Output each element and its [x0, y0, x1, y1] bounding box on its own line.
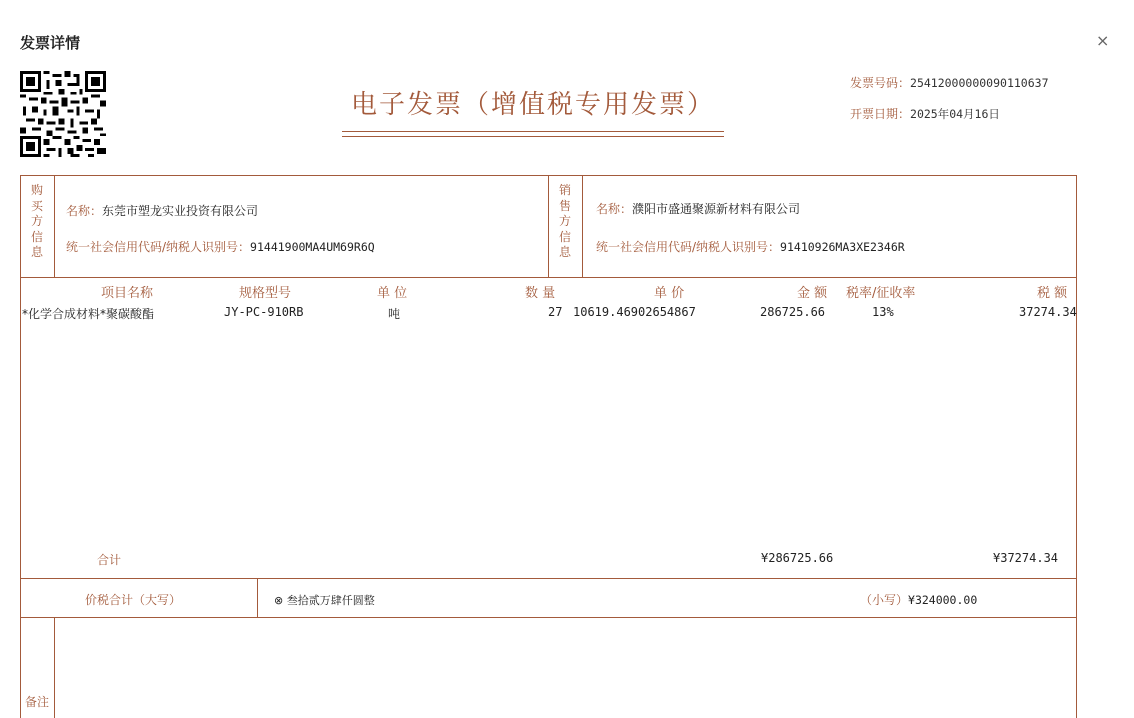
header-price: 单 价 — [654, 286, 685, 301]
grand-total-divider — [257, 578, 258, 617]
header-spec: 规格型号 — [239, 286, 292, 301]
buyer-name-label: 名称： — [66, 204, 103, 218]
grand-total-bottom-divider — [20, 617, 1077, 618]
grand-total-small-value: ¥324000.00 — [908, 593, 978, 607]
grand-total-small-row — [860, 591, 977, 608]
remarks-label-divider — [54, 617, 55, 718]
item-amount: 286725.66 — [760, 305, 826, 319]
item-unit: 吨 — [388, 307, 401, 321]
item-rate: 13% — [872, 305, 894, 319]
header-amount: 金 额 — [797, 286, 828, 301]
totals-tax: ¥37274.34 — [993, 551, 1059, 565]
invoice-number: 25412000000090110637 — [910, 76, 1049, 90]
header-unit: 单 位 — [377, 286, 408, 301]
totals-label: 合计 — [97, 553, 122, 567]
item-name: *化学合成材料*聚碳酸酯 — [22, 307, 155, 321]
grand-total-words: ⊗ 叁拾贰万肆仟圆整 — [274, 594, 375, 607]
header-item-name: 项目名称 — [101, 286, 154, 301]
buyer-name: 东莞市塑龙实业投资有限公司 — [102, 204, 259, 218]
qr-code-icon — [20, 70, 106, 158]
grand-total-small-label: （小写） — [860, 593, 909, 607]
seller-label-divider — [582, 175, 583, 277]
seller-name: 濮阳市盛通聚源新材料有限公司 — [632, 202, 801, 216]
header-qty: 数 量 — [525, 286, 556, 301]
invoice-date: 2025年04月16日 — [910, 107, 1000, 121]
invoice-number-label: 发票号码： — [850, 76, 911, 90]
grand-total-label: 价税合计（大写） — [85, 593, 182, 607]
invoice-date-label: 开票日期： — [850, 107, 911, 121]
seller-tax-row — [596, 238, 905, 255]
totals-amount: ¥286725.66 — [761, 551, 834, 565]
header-tax: 税 额 — [1037, 286, 1068, 301]
buyer-tax-id: 91441900MA4UM69R6Q — [250, 240, 375, 254]
seller-side-label: 销 售 方 信 息 — [558, 183, 571, 259]
seller-name-label: 名称： — [596, 202, 633, 216]
item-tax: 37274.34 — [1019, 305, 1077, 319]
party-section-divider — [20, 277, 1077, 278]
seller-tax-label: 统一社会信用代码/纳税人识别号： — [596, 240, 781, 254]
item-qty: 27 — [548, 305, 563, 319]
buyer-tax-label: 统一社会信用代码/纳税人识别号： — [66, 240, 251, 254]
close-icon[interactable]: × — [1096, 31, 1110, 50]
invoice-title: 电子发票（增值税专用发票） — [350, 90, 715, 120]
invoice-number-row — [850, 74, 1049, 91]
dialog-title: 发票详情 — [20, 34, 81, 52]
buyer-label-divider — [54, 175, 55, 277]
buyer-name-row — [66, 202, 258, 219]
title-underline — [342, 131, 724, 132]
title-underline-double — [342, 136, 724, 137]
totals-divider — [20, 578, 1077, 579]
header-rate: 税率/征收率 — [846, 286, 916, 301]
remarks-label: 备注 — [24, 695, 49, 709]
seller-tax-id: 91410926MA3XE2346R — [780, 240, 905, 254]
item-price: 10619.46902654867 — [573, 305, 696, 319]
buyer-tax-row — [66, 238, 375, 255]
buyer-side-label: 购 买 方 信 息 — [30, 183, 43, 259]
item-spec: JY-PC-910RB — [224, 305, 304, 319]
seller-name-row — [596, 200, 800, 217]
invoice-date-row — [850, 105, 1000, 122]
